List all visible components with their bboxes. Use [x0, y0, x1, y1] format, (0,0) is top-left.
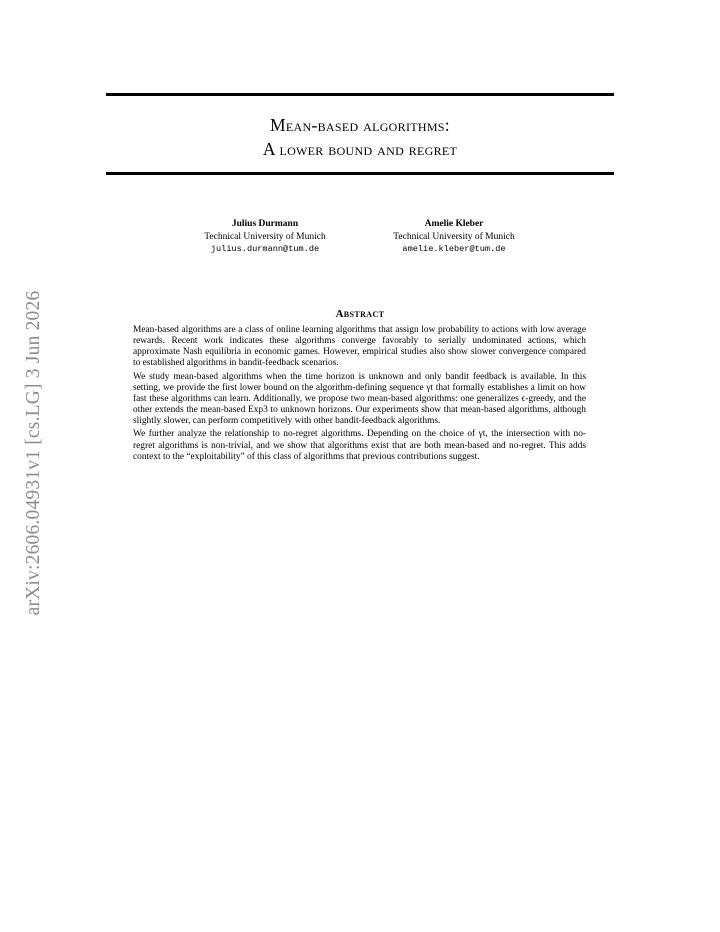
abstract-body [133, 325, 586, 465]
author-email: amelie.kleber@tum.de [402, 244, 506, 254]
author-name: Amelie Kleber [424, 219, 484, 229]
paper-title [106, 113, 614, 161]
arxiv-identifier-text: arXiv:2606.04931v1 [cs.LG] 3 Jun 2026 [23, 290, 44, 616]
author-2 [369, 218, 539, 256]
title-bottom-rule [106, 172, 614, 175]
author-name: Julius Durmann [231, 219, 299, 229]
abstract-heading: Abstract [335, 308, 385, 320]
author-affiliation: Technical University of Munich [204, 231, 326, 242]
author-block [0, 218, 720, 268]
title-top-rule [106, 93, 614, 96]
author-1 [180, 218, 350, 256]
abstract-paragraph-3: We further analyze the relationship to no-regret algorithms. Depending on the choice of γt, the intersection with no-regret algorithms is non-trivial, and we show that algorithms exist that are both mean-based and no-regret. This adds context to the “exploitability” of this class of algorithms that previous contributions suggest. [133, 429, 586, 462]
author-email: julius.durmann@tum.de [210, 244, 320, 254]
abstract-paragraph-2: We study mean-based algorithms when the time horizon is unknown and only bandit feedback is available. In this setting, we provide the first lower bound on the algorithm-defining sequence γt that formally establishes a limit on how fast these algorithms can learn. Additionally, we propose two mean-based algorithms: one generalizes ϵ-greedy, and the other extends the mean-based Exp3 to unknown horizons. Our experiments show that mean-based algorithms, although slightly slower, can perform competitively with other bandit-feedback algorithms. [133, 371, 586, 427]
abstract-paragraph-1: Mean-based algorithms are a class of online learning algorithms that assign low probability to actions with low average rewards. Recent work indicates these algorithms converge favorably to serially undominated actions, which approximate Nash equilibria in economic games. However, empirical studies also show slower convergence compared to established algorithms in bandit-feedback scenarios. [133, 325, 586, 369]
paper-title-line-2: A lower bound and regret [262, 139, 458, 159]
author-affiliation: Technical University of Munich [393, 231, 515, 242]
paper-title-line-1: Mean-based algorithms: [270, 115, 450, 135]
